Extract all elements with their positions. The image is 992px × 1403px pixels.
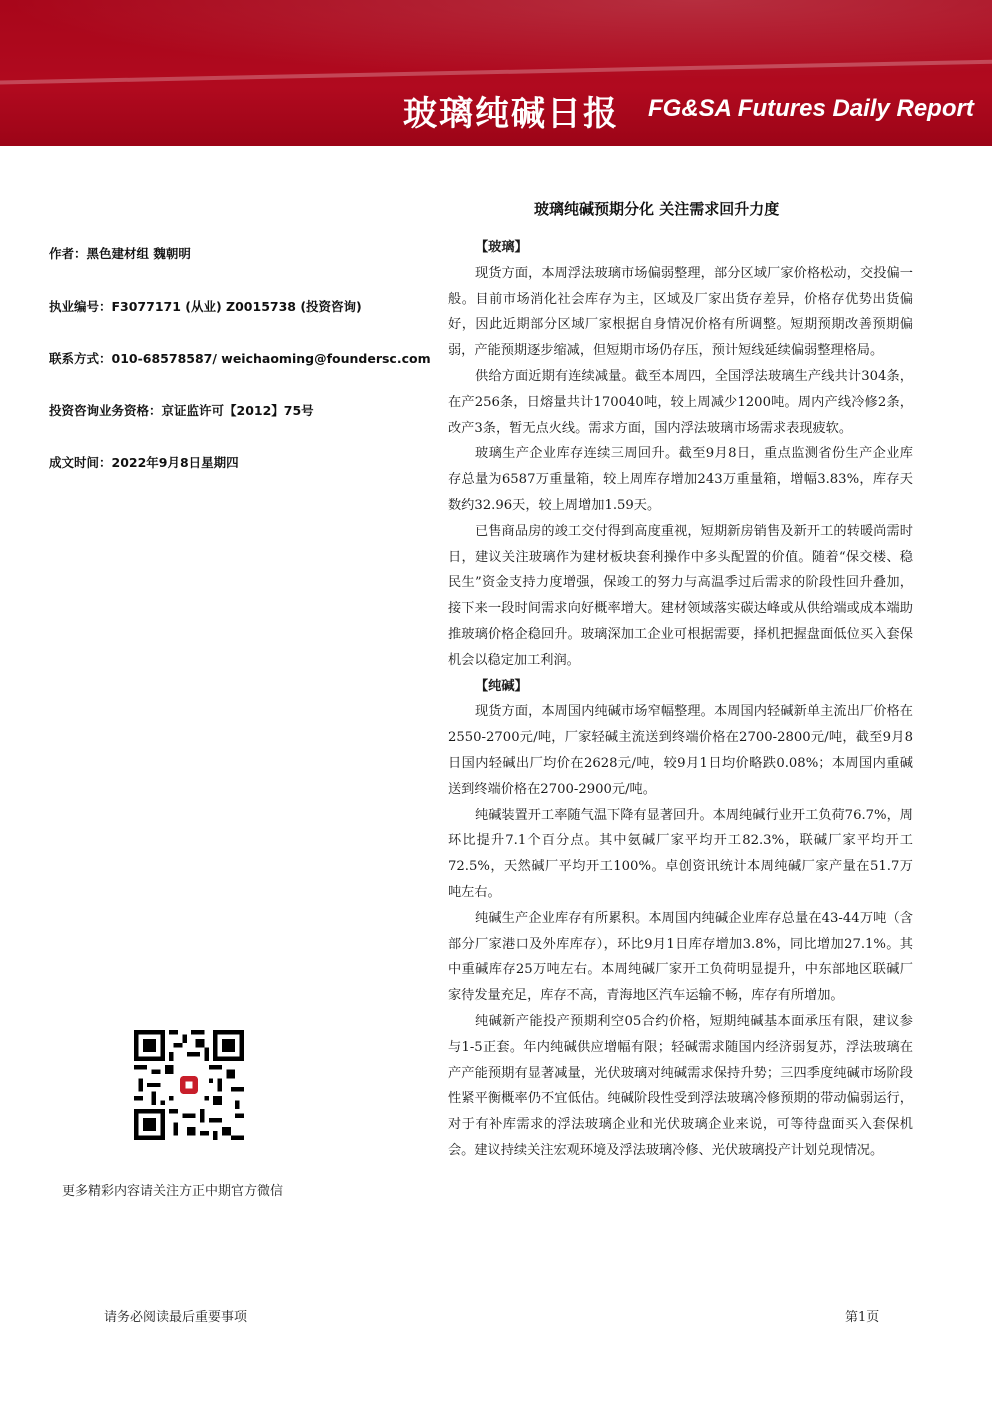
- section-heading-glass: 【玻璃】: [475, 240, 528, 255]
- page-number: 第1页: [845, 1310, 880, 1325]
- paragraph: 现货方面，本周国内纯碱市场窄幅整理。本周国内轻碱新单主流出厂价格在2550-2700元/吨，厂家轻碱主流送到终端价格在2700-2800元/吨，截至9月8日国内轻碱出厂均价在2628元/吨，较9月1日均价略跌0.08%；本周国内重碱送到终端价格在2700-2900元/吨。: [448, 704, 913, 797]
- report-title-en: FG&SA Futures Daily Report: [648, 95, 974, 122]
- paragraph: 玻璃生产企业库存连续三周回升。截至9月8日，重点监测省份生产企业库存总量为6587万重量箱，较上周库存增加243万重量箱，增幅3.83%，库存天数约32.96天，较上周增加1.59天。: [448, 446, 913, 513]
- article-title: 玻璃纯碱预期分化 关注需求回升力度: [534, 200, 780, 218]
- header-banner: [0, 0, 992, 146]
- footer-notice: 请务必阅读最后重要事项: [104, 1310, 248, 1325]
- paragraph: 纯碱生产企业库存有所累积。本周国内纯碱企业库存总量在43-44万吨（含部分厂家港口及外库库存），环比9月1日库存增加3.8%，同比增加27.1%。其中重碱库存25万吨左右。本周纯碱厂家开工负荷明显提升，中东部地区联碱厂家待发量充足，库存不高，青海地区汽车运输不畅，库存有所增加。: [448, 910, 913, 1004]
- paragraph: 纯碱新产能投产预期利空05合约价格，短期纯碱基本面承压有限，建议参与1-5正套。年内纯碱供应增幅有限；轻碱需求随国内经济弱复苏，浮法玻璃在产产能预期有显著减量，光伏玻璃对纯碱需求保持升势；三四季度纯碱市场阶段性紧平衡概率仍不宜低估。纯碱阶段性受到浮法玻璃冷修预期的带动偏弱运行，对于有补库需求的浮法玻璃企业和光伏玻璃企业来说，可等待盘面买入套保机会。建议持续关注宏观环境及浮法玻璃冷修、光伏玻璃投产计划兑现情况。: [448, 1013, 913, 1158]
- author-line: 作者：黑色建材组 魏朝明: [49, 246, 191, 261]
- contact-line: 联系方式：010-68578587/ weichaoming@foundersc.com: [49, 351, 431, 366]
- qualification-line: 投资咨询业务资格：京证监许可【2012】75号: [49, 403, 314, 418]
- paragraph: 现货方面，本周浮法玻璃市场偏弱整理，部分区域厂家价格松动，交投偏一般。目前市场消化社会库存为主，区域及厂家出货存差异，价格存优势出货偏好，因此近期部分区域厂家根据自身情况价格有所调整。短期预期改善预期偏弱，产能预期逐步缩减，但短期市场仍存压，预计短线延续偏弱整理格局。: [448, 265, 913, 359]
- paragraph: 已售商品房的竣工交付得到高度重视，短期新房销售及新开工的转暖尚需时日，建议关注玻璃作为建材板块套利操作中多头配置的价值。随着“保交楼、稳民生”资金支持力度增强，保竣工的努力与高温季过后需求的阶段性回升叠加，接下来一段时间需求向好概率增大。建材领域落实碳达峰或从供给端或成本端助推玻璃价格企稳回升。玻璃深加工企业可根据需要，择机把握盘面低位买入套保机会以稳定加工利润。: [448, 523, 913, 668]
- wechat-qr-code: [134, 1030, 244, 1140]
- report-body: [448, 235, 913, 1164]
- report-title-cn: 玻璃纯碱日报: [403, 94, 619, 134]
- paragraph: 纯碱装置开工率随气温下降有显著回升。本周纯碱行业开工负荷76.7%，周环比提升7.1个百分点。其中氨碱厂家平均开工82.3%，联碱厂家平均开工72.5%，天然碱厂平均开工100%。卓创资讯统计本周纯碱厂家产量在51.7万吨左右。: [448, 807, 913, 900]
- paragraph: 供给方面近期有连续减量。截至本周四，全国浮法玻璃生产线共计304条，在产256条，日熔量共计170040吨，较上周减少1200吨。周内产线冷修2条，改产3条，暂无点火线。需求方面，国内浮法玻璃市场需求表现疲软。: [448, 368, 913, 436]
- license-line: 执业编号：F3077171 (从业) Z0015738 (投资咨询): [49, 299, 362, 314]
- date-line: 成文时间：2022年9月8日星期四: [49, 455, 239, 470]
- section-heading-soda: 【纯碱】: [475, 678, 528, 694]
- qr-caption: 更多精彩内容请关注方正中期官方微信: [62, 1184, 284, 1199]
